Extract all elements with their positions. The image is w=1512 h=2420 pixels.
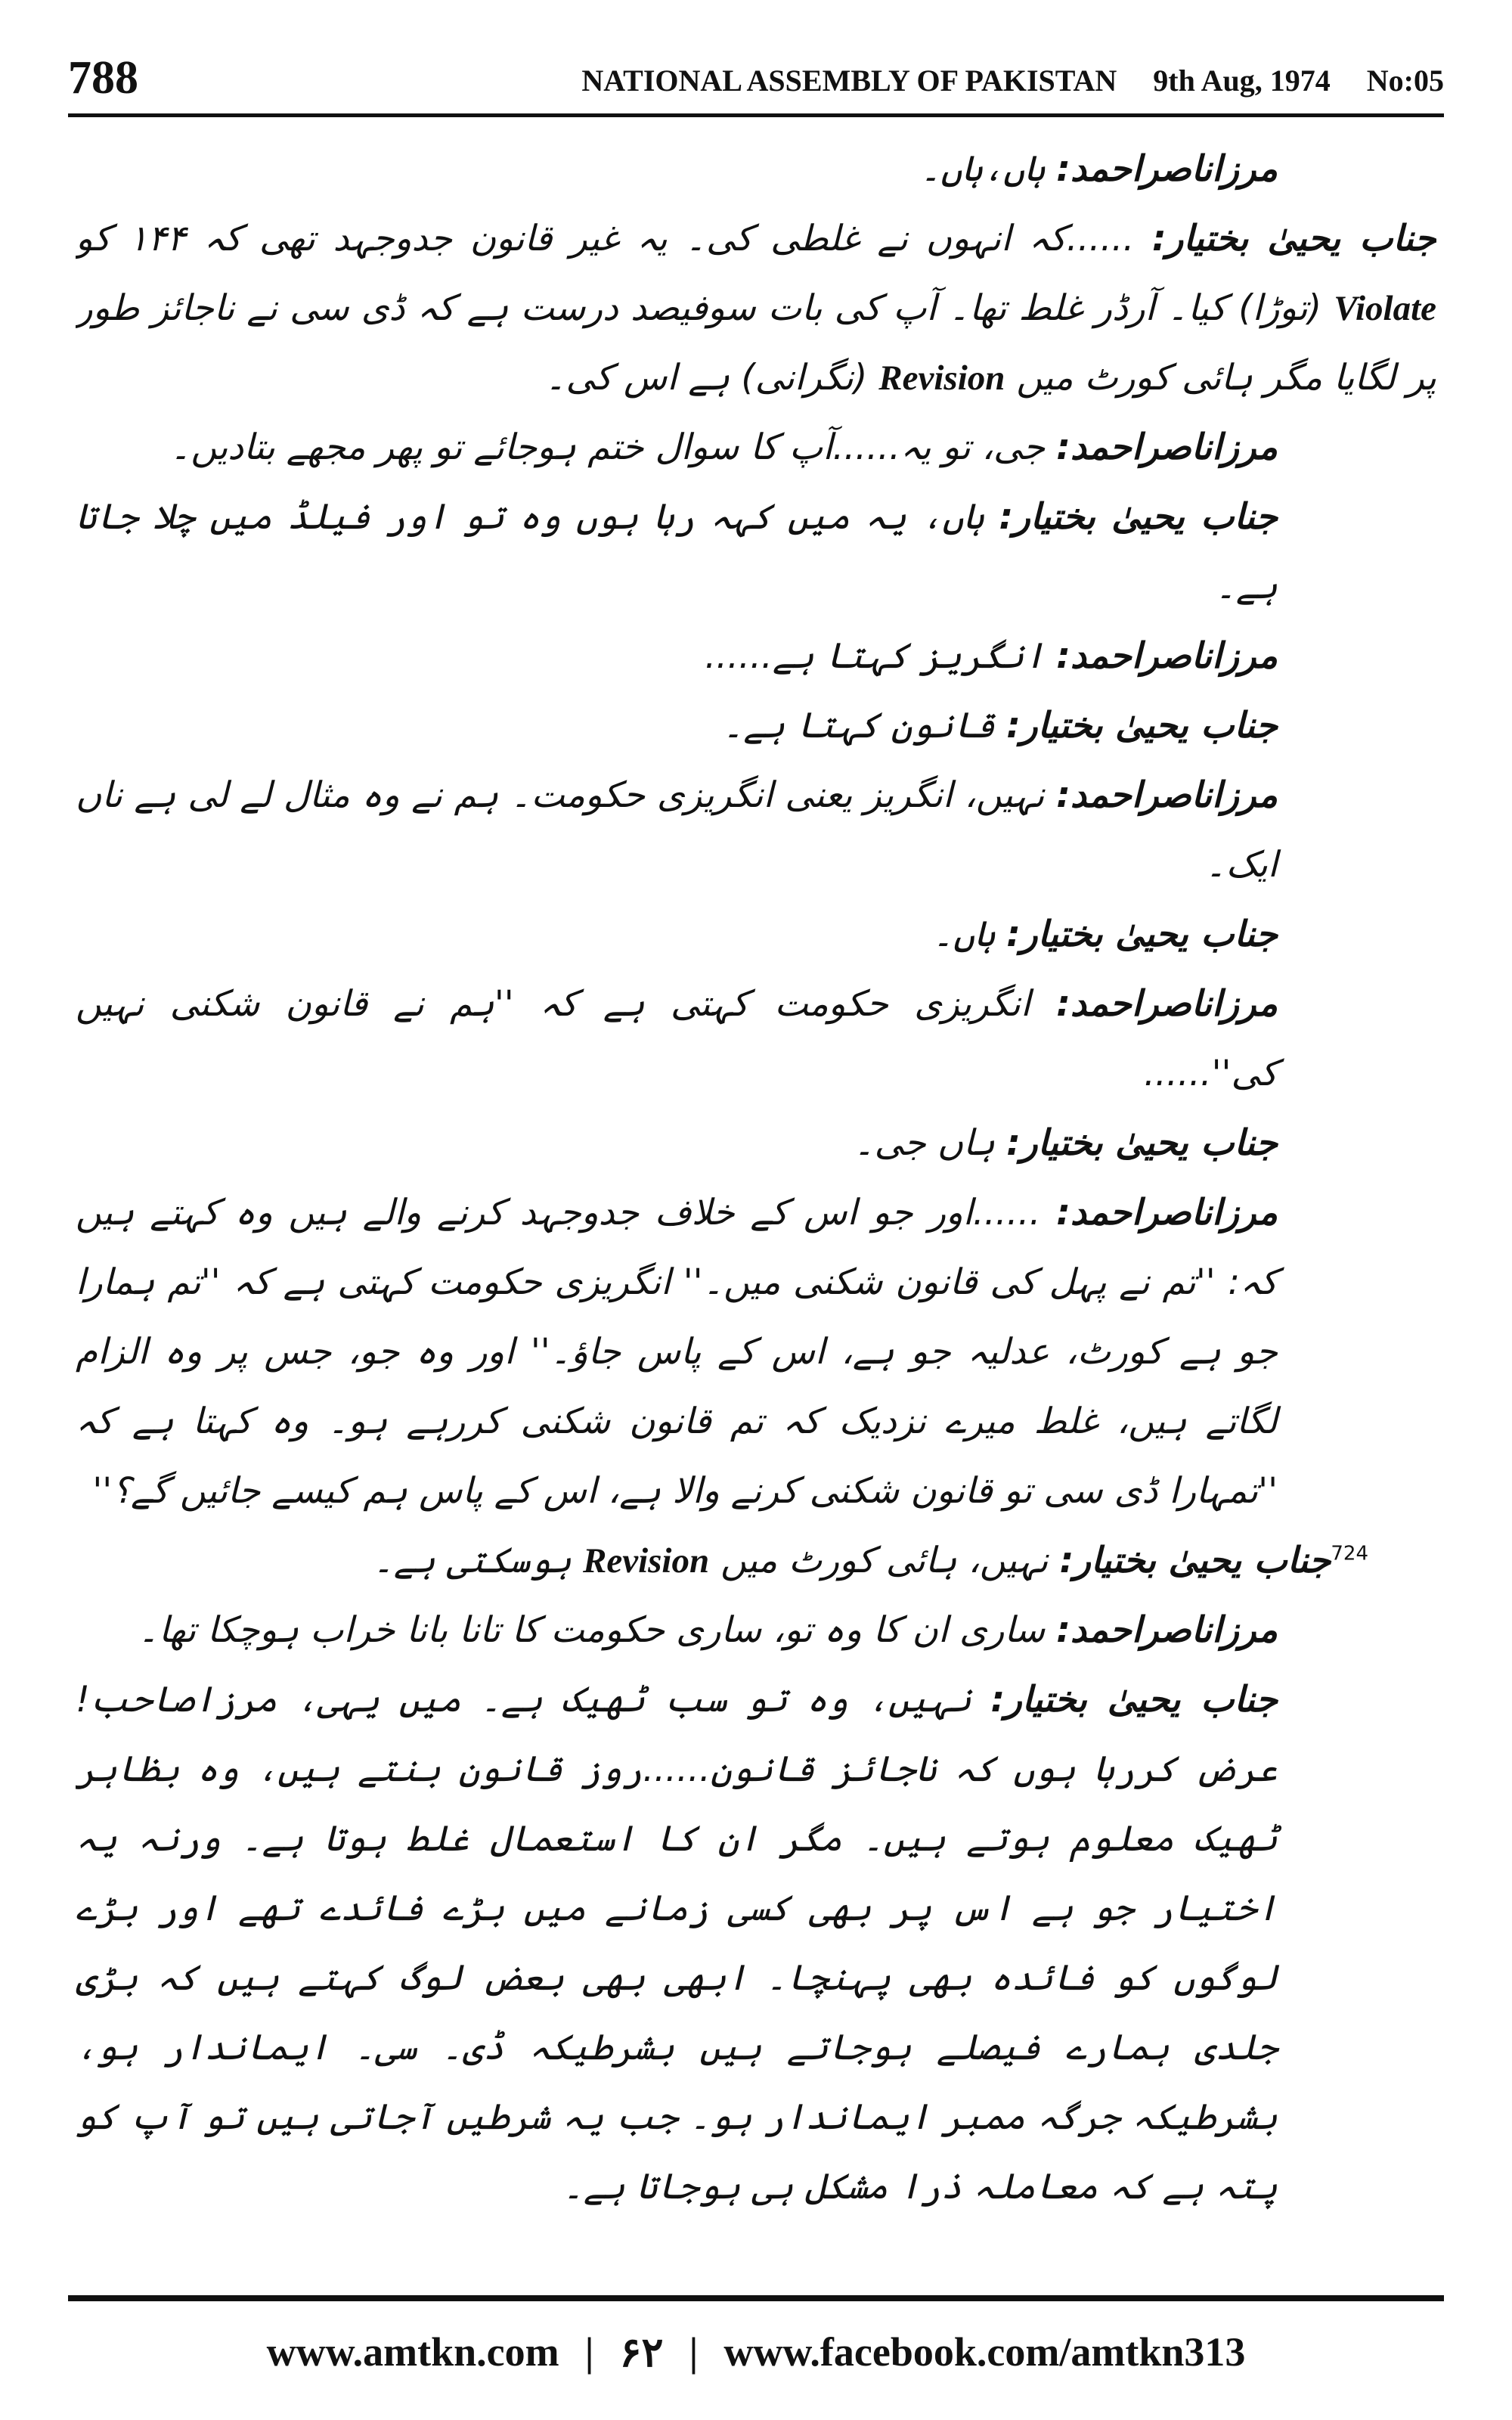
transcript-turn xyxy=(76,761,1436,900)
english-term: Violate xyxy=(1334,289,1436,328)
transcript-turn xyxy=(76,1178,1436,1526)
speaker-name: مرزاناصراحمد: xyxy=(1056,148,1278,190)
turn-text: ہاں، یہ میں کہہ رہا ہوں وہ تو اور فیلڈ میں چلا جاتا ہے۔ xyxy=(76,496,1278,607)
turn-text: ہوسکتی ہے۔ xyxy=(373,1540,584,1581)
speaker-name: مرزاناصراحمد: xyxy=(1056,635,1278,677)
header-issue: No:05 xyxy=(1366,64,1444,98)
speaker-name: مرزاناصراحمد: xyxy=(1056,983,1278,1025)
header-date: 9th Aug, 1974 xyxy=(1153,64,1331,98)
transcript-turn xyxy=(76,204,1436,413)
speaker-name: مرزاناصراحمد: xyxy=(1056,774,1278,816)
turn-text: جی، تو یہ......آپ کا سوال ختم ہوجائے تو پھر مجھے بتادیں۔ xyxy=(169,427,1057,468)
page-header xyxy=(68,33,1444,104)
footer-divider xyxy=(68,2295,1444,2301)
turn-text: نہیں، ہائی کورٹ میں xyxy=(720,1540,1060,1581)
footer-separator: | xyxy=(689,2329,699,2375)
transcript-turn xyxy=(76,413,1436,482)
speaker-name: جناب یحییٰ بختیار: xyxy=(999,496,1278,538)
turn-text: ......کہ انہوں نے غلطی کی۔ یہ غیر قانون جدوجہد تھی کہ ۱۴۴ کو xyxy=(76,218,1152,259)
transcript-turn xyxy=(76,135,1436,204)
turn-text: انگریزی حکومت کہتی ہے کہ ''ہم نے قانون شکنی نہیں کی''...... xyxy=(76,983,1278,1094)
speaker-name: مرزاناصراحمد: xyxy=(1056,1609,1278,1651)
header-divider xyxy=(68,113,1444,117)
transcript-turn xyxy=(76,1665,1436,2222)
turn-text: (نگرانی) ہے اس کی۔ xyxy=(544,357,879,399)
speaker-name: جناب یحییٰ بختیار: xyxy=(1151,218,1436,259)
turn-text: ......اور جو اس کے خلاف جدوجہد کرنے والے ہیں وہ کہتے ہیں کہ: ''تم نے پہل کی قانون شکنی میں۔'' انگریزی حکومت کہتی ہے کہ ''تم ہمارا جو ہے کورٹ، عدلیہ جو ہے، اس کے پاس جاؤ۔'' اور وہ جو، جس پر وہ الزام لگاتے ہیں، غلط میرے نزدیک کہ تم قانون شکنی کررہے ہو۔ وہ کہتا ہے کہ ''تمہارا ڈی سی تو قانون شکنی کرنے والا ہے، اس کے پاس ہم کیسے جائیں گے؟'' xyxy=(76,1192,1278,1512)
speaker-name: جناب یحییٰ بختیار: xyxy=(1059,1540,1331,1581)
transcript-turn xyxy=(76,1526,1436,1596)
transcript-turn xyxy=(76,970,1436,1109)
speaker-name: جناب یحییٰ بختیار: xyxy=(1006,914,1278,955)
transcript-turn xyxy=(76,1596,1436,1665)
speaker-name: جناب یحییٰ بختیار: xyxy=(990,1679,1278,1720)
speaker-name: مرزاناصراحمد: xyxy=(1056,427,1278,468)
speaker-name: جناب یحییٰ بختیار: xyxy=(1006,1122,1278,1164)
turn-text: ہاں،ہاں۔ xyxy=(919,148,1057,190)
footer-separator: | xyxy=(584,2329,594,2375)
facebook-link[interactable]: www.facebook.com/amtkn313 xyxy=(723,2329,1246,2375)
english-term: Revision xyxy=(878,358,1005,398)
transcript-turn xyxy=(76,900,1436,970)
transcript-turn xyxy=(76,691,1436,761)
turn-text: انگریز کہتا ہے...... xyxy=(705,635,1057,677)
transcript-turn xyxy=(76,1109,1436,1178)
turn-text: (توڑا) کیا۔ آرڈر غلط تھا۔ آپ کی بات سوفیصد درست ہے کہ ڈی سی نے ناجائز طور پر لگایا مگر ہائی کورٹ میں xyxy=(76,287,1436,399)
transcript-turn xyxy=(76,482,1436,622)
turn-text: نہیں، انگریز یعنی انگریزی حکومت۔ ہم نے وہ مثال لے لی ہے ناں ایک۔ xyxy=(76,774,1278,886)
page-footer xyxy=(68,2322,1444,2382)
turn-text: ہاں جی۔ xyxy=(854,1122,1007,1164)
header-info xyxy=(581,63,1444,101)
header-title: NATIONAL ASSEMBLY OF PAKISTAN xyxy=(581,64,1117,98)
transcript-turn xyxy=(76,622,1436,691)
turn-text: ساری ان کا وہ تو، ساری حکومت کا تانا بانا خراب ہوچکا تھا۔ xyxy=(138,1609,1057,1651)
turn-text: ہاں۔ xyxy=(932,914,1007,955)
reference-number: 724 xyxy=(1331,1542,1368,1565)
website-link[interactable]: www.amtkn.com xyxy=(266,2329,559,2375)
book-page-number: ۶۲ xyxy=(619,2329,664,2375)
speaker-name: مرزاناصراحمد: xyxy=(1056,1192,1278,1233)
speaker-name: جناب یحییٰ بختیار: xyxy=(1006,705,1278,746)
turn-text: قانون کہتا ہے۔ xyxy=(722,705,1007,746)
turn-text: نہیں، وہ تو سب ٹھیک ہے۔ میں یہی، مرزاصاحب! عرض کررہا ہوں کہ ناجائز قانون......روز قانون بنتے ہیں، وہ بظاہر ٹھیک معلوم ہوتے ہیں۔ مگر ان کا استعمال غلط ہوتا ہے۔ ورنہ یہ اختیار جو ہے اس پر بھی کسی زمانے میں بڑے فائدے تھے اور بڑے لوگوں کو فائدہ بھی پہنچا۔ ابھی بھی بعض لوگ کہتے ہیں کہ بڑی جلدی ہمارے فیصلے ہوجاتے ہیں بشرطیکہ ڈی۔ سی۔ ایماندار ہو، بشرطیکہ جرگہ ممبر ایماندار ہو۔ جب یہ شرطیں آجاتی ہیں تو آپ کو پتہ ہے کہ معاملہ ذرا مشکل ہی ہوجاتا ہے۔ xyxy=(76,1679,1278,2207)
page-number: 788 xyxy=(68,52,138,104)
transcript-body xyxy=(76,135,1436,2231)
english-term: Revision xyxy=(583,1541,710,1581)
